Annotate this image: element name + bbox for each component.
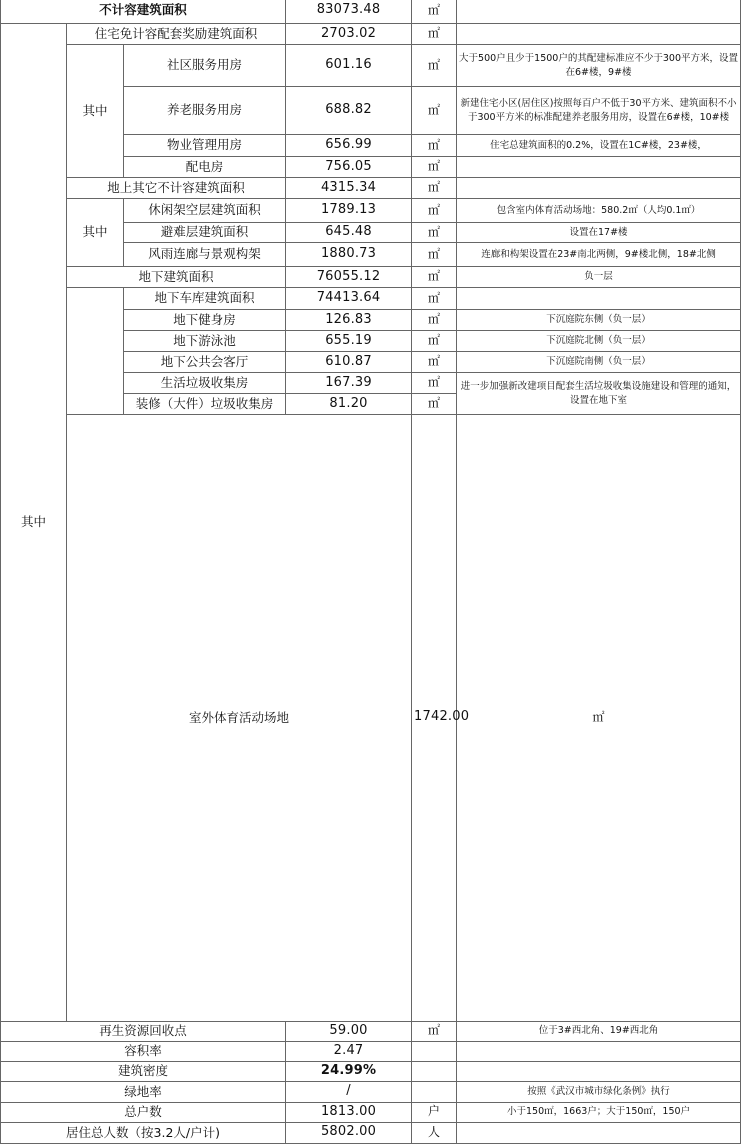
row-note — [457, 24, 741, 45]
table-row — [1, 1102, 741, 1122]
row-unit: ㎡ — [412, 310, 457, 331]
row-value: 1742.00 — [412, 415, 457, 1022]
table-row — [1, 1061, 741, 1081]
row-note — [457, 157, 741, 178]
row-value: 655.19 — [286, 331, 412, 352]
row-value: 1789.13 — [286, 199, 412, 223]
row-label: 总户数 — [1, 1102, 286, 1122]
row-unit: ㎡ — [412, 135, 457, 157]
table-row — [1, 45, 741, 87]
row-value: 167.39 — [286, 373, 412, 394]
row-unit: ㎡ — [412, 1021, 457, 1041]
table-row — [1, 1081, 741, 1102]
row-label: 不计容建筑面积 — [1, 0, 286, 24]
row-label: 地上其它不计容建筑面积 — [67, 178, 286, 199]
row-unit: ㎡ — [412, 394, 457, 415]
row-unit: ㎡ — [412, 178, 457, 199]
row-value: 2703.02 — [286, 24, 412, 45]
row-note: 包含室内体育活动场地：580.2㎡（人均0.1㎡） — [457, 199, 741, 223]
row-note-merged: 进一步加强新改建项目配套生活垃圾收集设施建设和管理的通知，设置在地下室 — [457, 373, 741, 415]
row-value: 59.00 — [286, 1021, 412, 1041]
row-note: 小于150㎡，1663户；大于150㎡，150户 — [457, 1102, 741, 1122]
row-unit: ㎡ — [412, 223, 457, 243]
row-unit: 人 — [412, 1122, 457, 1143]
row-note — [457, 178, 741, 199]
row-unit: ㎡ — [412, 87, 457, 135]
row-unit: ㎡ — [412, 352, 457, 373]
row-note: 大于500户且少于1500户的其配建标准应不少于300平方米，设置在6#楼，9#楼 — [457, 45, 741, 87]
row-note: 连廊和构架设置在23#南北两侧，9#楼北侧，18#北侧 — [457, 243, 741, 267]
row-value: 83073.48 — [286, 0, 412, 24]
sub-group-spacer — [67, 288, 124, 415]
group-label-qizhong: 其中 — [1, 24, 67, 1022]
row-value: 2.47 — [286, 1041, 412, 1061]
row-note — [457, 288, 741, 310]
row-unit: ㎡ — [412, 373, 457, 394]
row-note: 位于3#西北角、19#西北角 — [457, 1021, 741, 1041]
row-label: 地下建筑面积 — [67, 267, 286, 288]
row-label: 容积率 — [1, 1041, 286, 1061]
row-unit: ㎡ — [412, 24, 457, 45]
row-value: 645.48 — [286, 223, 412, 243]
row-unit: 户 — [412, 1102, 457, 1122]
row-value: 24.99% — [286, 1061, 412, 1081]
row-unit — [412, 1081, 457, 1102]
row-unit: ㎡ — [457, 415, 741, 1022]
row-value: 76055.12 — [286, 267, 412, 288]
row-note — [457, 1041, 741, 1061]
row-note: 下沉庭院东侧（负一层） — [457, 310, 741, 331]
row-value: 4315.34 — [286, 178, 412, 199]
row-note — [457, 1122, 741, 1143]
table-row — [1, 178, 741, 199]
row-value: 81.20 — [286, 394, 412, 415]
row-label: 室外体育活动场地 — [67, 415, 412, 1022]
row-note: 下沉庭院北侧（负一层） — [457, 331, 741, 352]
row-label: 养老服务用房 — [124, 87, 286, 135]
row-label: 休闲架空层建筑面积 — [124, 199, 286, 223]
row-label: 建筑密度 — [1, 1061, 286, 1081]
row-value: 610.87 — [286, 352, 412, 373]
table-row — [1, 1041, 741, 1061]
row-label: 风雨连廊与景观构架 — [124, 243, 286, 267]
row-label: 装修（大件）垃圾收集房 — [124, 394, 286, 415]
row-value: 1880.73 — [286, 243, 412, 267]
row-label: 避难层建筑面积 — [124, 223, 286, 243]
row-note: 负一层 — [457, 267, 741, 288]
row-label: 再生资源回收点 — [1, 1021, 286, 1041]
table-row — [1, 0, 741, 24]
row-unit: ㎡ — [412, 267, 457, 288]
row-value: 688.82 — [286, 87, 412, 135]
table-row — [1, 1021, 741, 1041]
row-unit: ㎡ — [412, 0, 457, 24]
row-unit — [412, 1041, 457, 1061]
sub-group-label-qizhong: 其中 — [67, 199, 124, 267]
row-label: 居住总人数（按3.2人/户计) — [1, 1122, 286, 1143]
row-unit: ㎡ — [412, 199, 457, 223]
row-note: 设置在17#楼 — [457, 223, 741, 243]
row-note: 按照《武汉市城市绿化条例》执行 — [457, 1081, 741, 1102]
row-value: 5802.00 — [286, 1122, 412, 1143]
row-unit: ㎡ — [412, 243, 457, 267]
row-unit: ㎡ — [412, 45, 457, 87]
sub-group-label-qizhong: 其中 — [67, 45, 124, 178]
row-value: 74413.64 — [286, 288, 412, 310]
row-unit: ㎡ — [412, 288, 457, 310]
row-unit: ㎡ — [412, 157, 457, 178]
table-row — [1, 288, 741, 310]
table-row — [1, 199, 741, 223]
row-label: 地下游泳池 — [124, 331, 286, 352]
row-label: 住宅免计容配套奖励建筑面积 — [67, 24, 286, 45]
row-value: 756.05 — [286, 157, 412, 178]
row-note: 新建住宅小区(居住区)按照每百户不低于30平方米、建筑面积不小于300平方米的标准配建养老服务用房，设置在6#楼，10#楼 — [457, 87, 741, 135]
row-unit: ㎡ — [412, 331, 457, 352]
row-value: / — [286, 1081, 412, 1102]
table-row — [1, 267, 741, 288]
row-label: 地下公共会客厅 — [124, 352, 286, 373]
row-label: 社区服务用房 — [124, 45, 286, 87]
row-note: 住宅总建筑面积的0.2%，设置在1C#楼，23#楼， — [457, 135, 741, 157]
row-value: 656.99 — [286, 135, 412, 157]
row-label: 物业管理用房 — [124, 135, 286, 157]
row-label: 生活垃圾收集房 — [124, 373, 286, 394]
row-label: 地下健身房 — [124, 310, 286, 331]
table-row — [1, 24, 741, 45]
row-note: 下沉庭院南侧（负一层） — [457, 352, 741, 373]
row-note — [457, 1061, 741, 1081]
row-label: 地下车库建筑面积 — [124, 288, 286, 310]
row-note — [457, 0, 741, 24]
table-row — [1, 415, 741, 1022]
row-value: 126.83 — [286, 310, 412, 331]
row-label: 配电房 — [124, 157, 286, 178]
row-value: 601.16 — [286, 45, 412, 87]
table-row — [1, 1122, 741, 1143]
row-label: 绿地率 — [1, 1081, 286, 1102]
row-unit — [412, 1061, 457, 1081]
row-value: 1813.00 — [286, 1102, 412, 1122]
